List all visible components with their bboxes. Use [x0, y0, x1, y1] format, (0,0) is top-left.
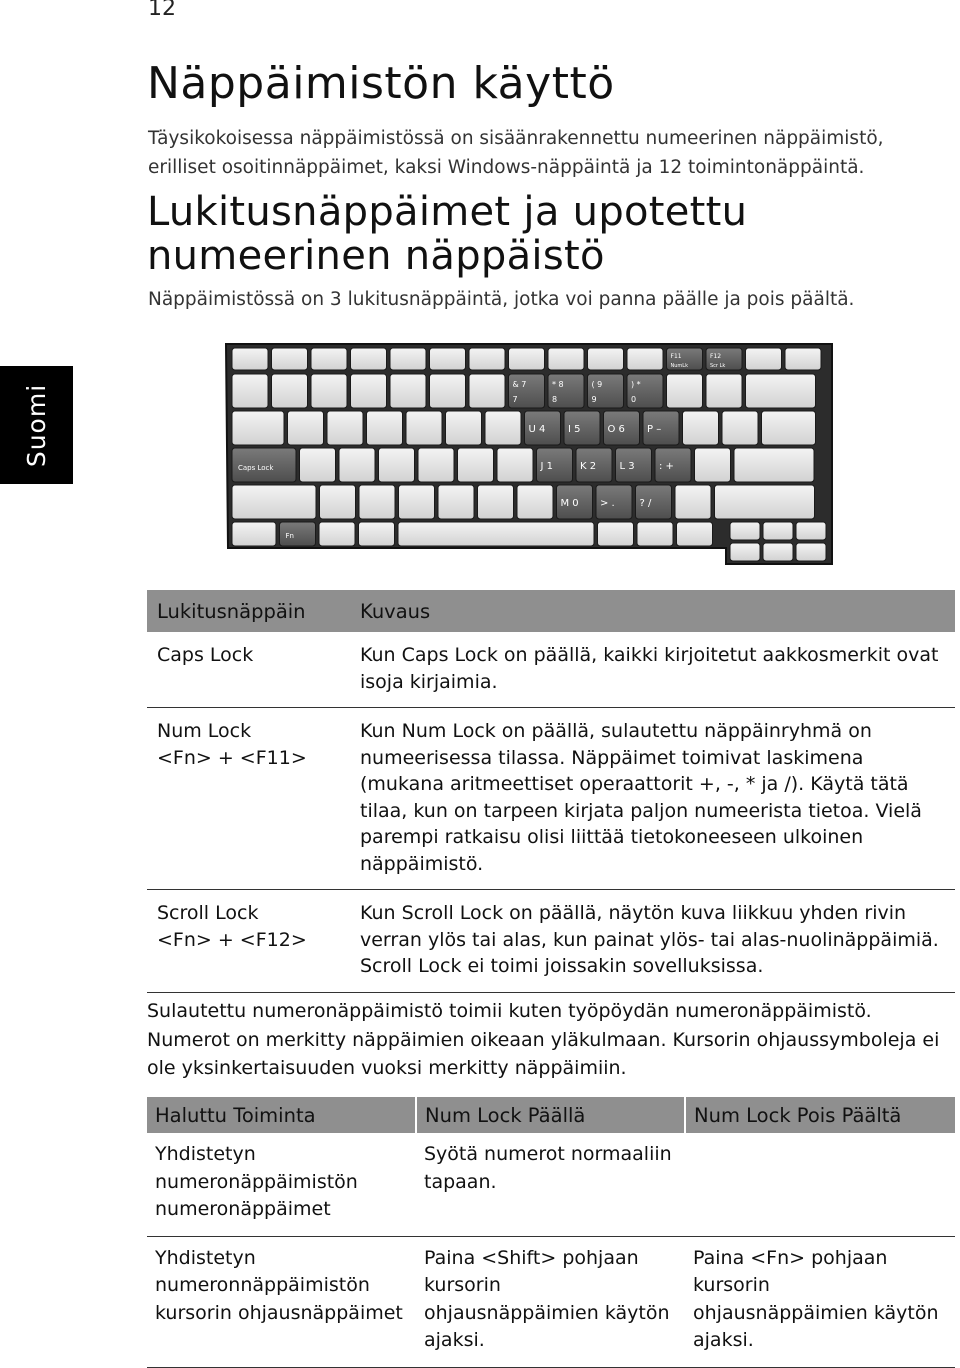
numlock-off-cell	[685, 1133, 955, 1236]
letter-key	[485, 411, 521, 445]
lock-desc-cell: Kun Scroll Lock on päällä, näytön kuva liikkuu yhden rivin verran ylös tai alas, kun painat ylös- tai alas-nuolinäppäimiä. Scroll Lock ei toimi joissakin sovelluksissa.	[350, 890, 955, 993]
number-key	[232, 374, 268, 408]
letter-key	[695, 448, 731, 482]
numlock-table	[147, 1097, 955, 1368]
letter-key	[300, 448, 336, 482]
numpad-key-label: L 3	[619, 461, 635, 472]
numpad-key-label: O 6	[607, 424, 625, 435]
lock-key-name: Num Lock	[157, 720, 252, 742]
letter-key	[438, 485, 474, 519]
lock-table-header-key: Lukitusnäppäin	[147, 590, 350, 632]
modifier-key	[637, 522, 673, 546]
letter-key	[458, 448, 494, 482]
numpad-key-label: > .	[600, 498, 615, 509]
arrow-key	[796, 543, 826, 561]
modifier-key	[359, 522, 395, 546]
function-key	[311, 348, 347, 370]
number-key	[667, 374, 703, 408]
table-row	[147, 632, 955, 708]
arrow-key	[796, 522, 826, 540]
numpad-key-sublabel: 0	[631, 395, 637, 404]
letter-key	[379, 448, 415, 482]
letter-key	[418, 448, 454, 482]
lock-key-combo: <Fn> + <F11>	[157, 746, 307, 769]
arrow-key	[730, 543, 760, 561]
numpad-key-label: * 8	[552, 380, 564, 389]
table-row	[147, 1133, 955, 1236]
letter-key	[320, 485, 356, 519]
numpad-key-sublabel: 7	[512, 395, 518, 404]
numlock-action-cell: Yhdistetyn numeronäppäimistön numeronäppäimet	[147, 1133, 416, 1236]
letter-key	[232, 485, 316, 519]
numpad-key-label: U 4	[528, 424, 546, 435]
page-title: Näppäimistön käyttö	[147, 58, 615, 109]
numpad-key-sublabel: 8	[552, 395, 558, 404]
function-key	[785, 348, 821, 370]
numpad-key-label: ? /	[639, 498, 652, 509]
numlock-off-cell: Paina <Fn> pohjaan kursorin ohjausnäppäimien käytön ajaksi.	[685, 1236, 955, 1367]
letter-key	[517, 485, 553, 519]
section-lead: Näppäimistössä on 3 lukitusnäppäintä, jotka voi panna päälle ja pois päältä.	[148, 289, 855, 310]
arrow-key	[763, 543, 793, 561]
numpad-key-label: K 2	[580, 461, 597, 472]
letter-key	[399, 485, 435, 519]
lock-key-cell	[147, 890, 350, 993]
f12-key-sublabel: Scr Lk	[710, 363, 726, 369]
numlock-on-cell: Paina <Shift> pohjaan kursorin ohjausnäppäimien käytön ajaksi.	[416, 1236, 685, 1367]
numpad-key-label: M 0	[560, 498, 579, 509]
lock-desc-cell: Kun Num Lock on päällä, sulautettu näppäinryhmä on numeerisessa tilassa. Näppäimet toimivat laskimena (mukana aritmeettiset operaattorit +, -, * ja /). Käytä tätä tilaa, kun on tarpeen kirjata paljon numeerista tietoa. Vielä parempi ratkaisu olisi liittää tietokoneeseen ulkoinen näppäimistö.	[350, 708, 955, 890]
modifier-key	[598, 522, 634, 546]
numlock-header-on: Num Lock Päällä	[416, 1097, 685, 1133]
modifier-key	[398, 522, 594, 546]
lock-keys-table	[147, 590, 955, 993]
function-key	[351, 348, 387, 370]
letter-key	[478, 485, 514, 519]
modifier-key	[677, 522, 713, 546]
letter-key	[683, 411, 719, 445]
function-key	[232, 348, 268, 370]
letter-key	[359, 485, 395, 519]
keyboard-illustration	[220, 340, 840, 565]
letter-key	[339, 448, 375, 482]
lock-key-cell	[147, 708, 350, 890]
modifier-key	[319, 522, 355, 546]
table-row	[147, 708, 955, 890]
numpad-paragraph: Sulautettu numeronäppäimistö toimii kuten työpöydän numeronäppäimistö. Numerot on merkitty näppäimien oikeaan yläkulmaan. Kursorin ohjaussymboleja ei ole yksinkertaisuuden vuoksi merkitty näppäimiin.	[147, 1000, 940, 1079]
letter-key	[288, 411, 324, 445]
letter-key	[406, 411, 442, 445]
numpad-key-label: P –	[647, 424, 662, 435]
function-key	[627, 348, 663, 370]
numpad-key-label: ( 9	[591, 380, 603, 389]
letter-key	[446, 411, 482, 445]
letter-key	[675, 485, 711, 519]
lock-key-combo: <Fn> + <F12>	[157, 928, 307, 951]
numpad-key-sublabel: 9	[591, 395, 597, 404]
arrow-key	[763, 522, 793, 540]
letter-key	[367, 411, 403, 445]
letter-key	[715, 485, 815, 519]
lock-key-cell	[147, 632, 350, 708]
letter-key	[734, 448, 814, 482]
f11-key-label: F11	[670, 353, 682, 360]
number-key	[469, 374, 505, 408]
function-key	[469, 348, 505, 370]
lock-desc-cell: Kun Caps Lock on päällä, kaikki kirjoitetut aakkosmerkit ovat isoja kirjaimia.	[350, 632, 955, 708]
numpad-key-label: ) *	[631, 380, 641, 389]
letter-key	[497, 448, 533, 482]
letter-key	[762, 411, 816, 445]
numpad-key-label: : +	[659, 461, 674, 472]
letter-key	[722, 411, 758, 445]
number-key	[746, 374, 816, 408]
function-key	[272, 348, 308, 370]
lock-key-name: Caps Lock	[157, 644, 254, 666]
function-key	[390, 348, 426, 370]
arrow-key	[730, 522, 760, 540]
function-key	[430, 348, 466, 370]
caps-lock-key-label: Caps Lock	[238, 464, 274, 472]
letter-key	[327, 411, 363, 445]
lock-key-name: Scroll Lock	[157, 902, 259, 924]
numpad-key-label: I 5	[568, 424, 581, 435]
number-key	[390, 374, 426, 408]
number-key	[311, 374, 347, 408]
lock-table-header-desc: Kuvaus	[350, 590, 955, 632]
number-key	[706, 374, 742, 408]
letter-key	[232, 411, 284, 445]
number-key	[351, 374, 387, 408]
numlock-on-cell: Syötä numerot normaaliin tapaan.	[416, 1133, 685, 1236]
numpad-key-label: & 7	[512, 380, 527, 389]
modifier-key	[232, 522, 276, 546]
numlock-action-cell: Yhdistetyn numeronnäppäimistön kursorin ohjausnäppäimet	[147, 1236, 416, 1367]
section-heading: Lukitusnäppäimet ja upotettu numeerinen näppäistö	[147, 189, 748, 279]
fn-key-label: Fn	[285, 532, 294, 540]
intro-text: Täysikokoisessa näppäimistössä on sisäänrakennettu numeerinen näppäimistö, erilliset osoitinnäppäimet, kaksi Windows-näppäintä ja 12 toimintonäppäintä.	[148, 128, 884, 178]
page-number: 12	[148, 0, 176, 21]
function-key	[509, 348, 545, 370]
function-key	[548, 348, 584, 370]
function-key	[588, 348, 624, 370]
language-tab-label: Suomi	[22, 383, 51, 467]
table-row	[147, 1236, 955, 1367]
table-row	[147, 890, 955, 993]
f11-key-sublabel: NumLk	[670, 363, 688, 369]
numlock-header-off: Num Lock Pois Päältä	[685, 1097, 955, 1133]
number-key	[272, 374, 308, 408]
number-key	[430, 374, 466, 408]
function-key	[746, 348, 782, 370]
numlock-header-action: Haluttu Toiminta	[147, 1097, 416, 1133]
f12-key-label: F12	[710, 353, 722, 360]
language-tab	[0, 366, 73, 484]
numpad-key-label: J 1	[540, 461, 553, 472]
